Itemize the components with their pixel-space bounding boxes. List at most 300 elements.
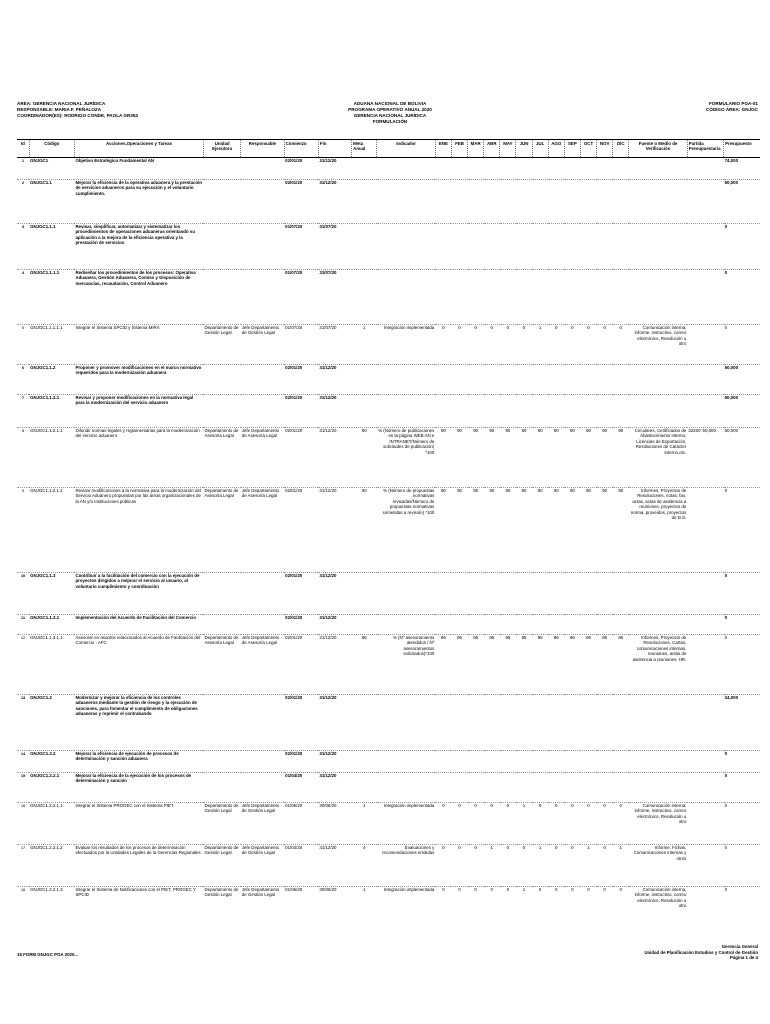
row-end-date: 31/12/20: [318, 845, 351, 887]
row-end-date: 31/12/20: [318, 395, 351, 428]
row-month-value: [580, 270, 596, 325]
row-month-value: [532, 695, 548, 751]
row-unit: [203, 270, 240, 325]
row-description: Integrar el Sistema PROGEC con el Sistema PIET: [74, 803, 203, 845]
row-month-value: [500, 695, 516, 751]
row-month-value: [435, 615, 451, 635]
row-start-date: 02/01/20: [284, 573, 318, 615]
row-start-date: 02/01/20: [284, 395, 318, 428]
area-code: CÓDIGO ÁREA: GNJGC: [705, 107, 758, 112]
row-description: Modernizar y mejorar la eficiencia de los controles aduaneros mediante la gestión de riesgo y la ejecución de sanciones, para fomentar el cumplimiento de obligaciones aduaneras y reprimir el contrabando: [74, 695, 203, 751]
row-month-value: [548, 180, 564, 224]
row-month-value: [597, 365, 613, 395]
row-unit: [203, 773, 240, 803]
row-code: GNJGC1.1.3.1.1: [29, 635, 74, 695]
row-month-value: [564, 573, 580, 615]
row-month-value: [451, 695, 467, 751]
col-header: JUN: [516, 140, 532, 158]
row-partida-amount: 50,000: [702, 428, 716, 433]
row-month-value: 90: [451, 488, 467, 573]
row-verification-source: [629, 573, 687, 615]
row-budget: 0: [724, 573, 760, 615]
footer-right: [644, 944, 758, 961]
row-budget-line: [687, 224, 723, 270]
row-month-value: 85: [435, 635, 451, 695]
row-end-date: 31/12/20: [318, 180, 351, 224]
row-month-value: 0: [500, 845, 516, 887]
row-month-value: 0: [435, 803, 451, 845]
row-month-value: [468, 395, 484, 428]
row-indicator: % (Número de propuestas normativas revisadas/Número de propuestas normativas sometidas a revisión) *100: [377, 488, 435, 573]
row-month-value: [435, 751, 451, 773]
row-id: 3: [17, 224, 29, 270]
row-month-value: [516, 158, 532, 180]
row-budget-line: [687, 180, 723, 224]
row-description: Implementación del Acuerdo de Facilitación del Comercio: [74, 615, 203, 635]
row-annual-goal: [352, 180, 377, 224]
row-verification-source: [629, 158, 687, 180]
row-code: GNJGC1.1.3.1: [29, 615, 74, 635]
row-month-value: [516, 751, 532, 773]
row-description: Proponer y promover modificaciones en el marco normativo requeridos para la modernización aduanera: [74, 365, 203, 395]
row-verification-source: [629, 615, 687, 635]
row-start-date: 01/04/20: [284, 773, 318, 803]
row-month-value: [435, 224, 451, 270]
row-month-value: 90: [484, 488, 500, 573]
row-budget-line: [687, 635, 723, 695]
row-month-value: 0: [580, 803, 596, 845]
row-month-value: [484, 180, 500, 224]
row-month-value: [468, 751, 484, 773]
row-month-value: 0: [613, 803, 629, 845]
row-month-value: [435, 180, 451, 224]
row-month-value: 0: [597, 845, 613, 887]
row-month-value: [468, 695, 484, 751]
col-header: MAY: [500, 140, 516, 158]
row-code: GNJGC1.1.2.1.1: [29, 428, 74, 488]
row-month-value: [532, 158, 548, 180]
row-month-value: 0: [468, 845, 484, 887]
row-annual-goal: 90: [352, 488, 377, 573]
row-indicator: [377, 773, 435, 803]
table-row: [17, 158, 760, 180]
row-budget: 0: [724, 751, 760, 773]
footer-unit: Unidad de Planificación Estudios y Control de Gestión: [644, 949, 758, 955]
row-month-value: [564, 270, 580, 325]
row-month-value: 0: [435, 887, 451, 935]
row-month-value: [500, 158, 516, 180]
row-end-date: 31/07/20: [318, 224, 351, 270]
row-month-value: 0: [451, 325, 467, 365]
row-month-value: 90: [500, 428, 516, 488]
row-month-value: [435, 695, 451, 751]
table-row: [17, 751, 760, 773]
row-month-value: 0: [548, 803, 564, 845]
row-month-value: 0: [468, 325, 484, 365]
row-annual-goal: 4: [352, 845, 377, 887]
row-id: 12: [17, 635, 29, 695]
row-month-value: [468, 270, 484, 325]
row-unit: [203, 158, 240, 180]
row-verification-source: [629, 180, 687, 224]
table-row: [17, 488, 760, 573]
row-month-value: [597, 615, 613, 635]
row-annual-goal: 90: [352, 428, 377, 488]
col-header: SEP: [564, 140, 580, 158]
row-month-value: 0: [548, 845, 564, 887]
row-id: 6: [17, 365, 29, 395]
row-id: 8: [17, 428, 29, 488]
row-month-value: [597, 224, 613, 270]
row-month-value: [451, 773, 467, 803]
row-month-value: [516, 224, 532, 270]
row-verification-source: [629, 695, 687, 751]
row-month-value: [484, 270, 500, 325]
row-unit: [203, 365, 240, 395]
row-month-value: 85: [580, 635, 596, 695]
row-responsible: Jefe Departamento de Gestión Legal: [241, 845, 284, 887]
row-month-value: [435, 773, 451, 803]
row-month-value: [484, 615, 500, 635]
row-budget-line: [687, 887, 723, 935]
row-id: 2: [17, 180, 29, 224]
row-unit: [203, 395, 240, 428]
row-month-value: [435, 270, 451, 325]
row-month-value: 0: [613, 325, 629, 365]
row-annual-goal: 85: [352, 635, 377, 695]
row-month-value: 0: [564, 325, 580, 365]
row-month-value: [532, 573, 548, 615]
row-month-value: 90: [468, 428, 484, 488]
row-indicator: [377, 573, 435, 615]
row-responsible: Jefe Departamento de Gestión Legal: [241, 887, 284, 935]
row-month-value: [548, 573, 564, 615]
row-indicator: [377, 395, 435, 428]
row-month-value: 85: [500, 635, 516, 695]
row-month-value: 90: [580, 428, 596, 488]
row-id: 13: [17, 695, 29, 751]
table-row: [17, 803, 760, 845]
row-budget-line: [687, 845, 723, 887]
row-annual-goal: [352, 158, 377, 180]
row-month-value: [516, 395, 532, 428]
row-end-date: 31/12/20: [318, 158, 351, 180]
col-header: ABR: [484, 140, 500, 158]
row-unit: [203, 573, 240, 615]
row-description: Difundir normas legales y reglamentarias para la modernización del servicio aduanero: [74, 428, 203, 488]
row-budget-line: [687, 695, 723, 751]
row-responsible: [241, 224, 284, 270]
col-header: Partida Presupuestaria: [687, 140, 723, 158]
row-id: 4: [17, 270, 29, 325]
row-month-value: [580, 395, 596, 428]
row-annual-goal: [352, 773, 377, 803]
row-budget-line: [687, 615, 723, 635]
row-month-value: [468, 224, 484, 270]
row-month-value: 1: [516, 803, 532, 845]
row-month-value: 90: [435, 428, 451, 488]
row-month-value: [500, 180, 516, 224]
row-description: Mejorar la eficiencia de la operativa aduanera y la prestación de servicios aduaneros para su ejecución y el voluntario cumplimiento.: [74, 180, 203, 224]
col-header: Fin: [318, 140, 351, 158]
row-id: 1: [17, 158, 29, 180]
row-month-value: [532, 751, 548, 773]
row-month-value: [500, 615, 516, 635]
row-month-value: [597, 773, 613, 803]
row-month-value: 90: [613, 428, 629, 488]
row-month-value: [451, 751, 467, 773]
row-month-value: [548, 365, 564, 395]
row-verification-source: [629, 395, 687, 428]
row-annual-goal: [352, 751, 377, 773]
row-start-date: 01/07/20: [284, 325, 318, 365]
row-month-value: [613, 270, 629, 325]
row-responsible: Jefe Departamento de Gestión Legal: [241, 325, 284, 365]
row-month-value: 0: [435, 325, 451, 365]
row-month-value: 1: [580, 845, 596, 887]
row-verification-source: [629, 224, 687, 270]
row-month-value: 0: [597, 325, 613, 365]
row-verification-source: Informes, Proyectos de Resoluciones, Cartas, comunicaciones internas, reuniones, actas de asistencia a reuniones, HR.: [629, 635, 687, 695]
row-verification-source: [629, 365, 687, 395]
row-month-value: [564, 365, 580, 395]
row-annual-goal: 1: [352, 325, 377, 365]
row-unit: [203, 615, 240, 635]
row-unit: [203, 695, 240, 751]
row-month-value: [564, 773, 580, 803]
row-month-value: [548, 695, 564, 751]
row-month-value: [484, 695, 500, 751]
row-budget-line: [687, 365, 723, 395]
row-month-value: [597, 395, 613, 428]
row-budget: 0: [724, 635, 760, 695]
row-month-value: 85: [451, 635, 467, 695]
row-month-value: 0: [484, 887, 500, 935]
row-month-value: [451, 365, 467, 395]
row-month-value: [500, 365, 516, 395]
row-indicator: [377, 224, 435, 270]
row-end-date: 31/12/20: [318, 573, 351, 615]
row-month-value: [613, 573, 629, 615]
row-month-value: [597, 751, 613, 773]
table-row: [17, 325, 760, 365]
row-month-value: 90: [500, 488, 516, 573]
row-month-value: 85: [516, 635, 532, 695]
table-row: [17, 845, 760, 887]
row-responsible: [241, 180, 284, 224]
row-month-value: 0: [468, 887, 484, 935]
row-indicator: [377, 695, 435, 751]
row-budget: 0: [724, 845, 760, 887]
row-month-value: [532, 615, 548, 635]
row-verification-source: Comunicación interna, informe, instructivo, correo electrónico, Resolución u otro: [629, 325, 687, 365]
row-start-date: 02/01/20: [284, 635, 318, 695]
table-row: [17, 615, 760, 635]
row-code: GNJGC1.2: [29, 695, 74, 751]
row-month-value: 1: [532, 845, 548, 887]
col-header: Meta Anual: [352, 140, 377, 158]
col-header: Acciones,Operaciones y Tareas: [74, 140, 203, 158]
row-month-value: [564, 615, 580, 635]
org-name: ADUANA NACIONAL DE BOLIVIA: [353, 101, 427, 106]
row-partida: 32200: [688, 428, 701, 433]
row-end-date: 31/12/20: [318, 428, 351, 488]
row-budget-line: [687, 751, 723, 773]
table-body: [17, 158, 760, 935]
row-unit: [203, 224, 240, 270]
row-start-date: 02/01/20: [284, 751, 318, 773]
row-month-value: [548, 773, 564, 803]
row-id: 11: [17, 615, 29, 635]
row-month-value: [468, 180, 484, 224]
row-month-value: [484, 365, 500, 395]
row-month-value: [580, 365, 596, 395]
row-month-value: [435, 365, 451, 395]
row-month-value: [580, 695, 596, 751]
row-end-date: 31/12/20: [318, 488, 351, 573]
row-budget-line: [687, 573, 723, 615]
row-end-date: 31/12/20: [318, 365, 351, 395]
row-month-value: [516, 180, 532, 224]
row-month-value: [451, 224, 467, 270]
row-month-value: [451, 270, 467, 325]
row-code: GNJGC1.2.2: [29, 751, 74, 773]
col-header: NOV: [597, 140, 613, 158]
row-code: GNJGC1: [29, 158, 74, 180]
row-month-value: 1: [613, 845, 629, 887]
col-header: Id: [20, 141, 25, 146]
row-verification-source: [629, 751, 687, 773]
row-start-date: 02/01/20: [284, 428, 318, 488]
row-budget: 50,000: [724, 180, 760, 224]
row-month-value: [435, 395, 451, 428]
row-month-value: [613, 395, 629, 428]
row-id: 16: [17, 803, 29, 845]
row-unit: Departamento de Gestión Legal: [203, 845, 240, 887]
row-verification-source: [629, 773, 687, 803]
col-header: Fuente o Medio de Verificación: [629, 140, 687, 158]
row-month-value: [500, 573, 516, 615]
row-month-value: 0: [484, 325, 500, 365]
table-row: [17, 573, 760, 615]
poa-table: [17, 139, 760, 935]
row-responsible: Jefe Departamento de Gestión Legal: [241, 803, 284, 845]
program-title: PROGRAMA OPERATIVO ANUAL 2020: [348, 107, 432, 112]
row-budget: 0: [724, 887, 760, 935]
row-end-date: 31/12/20: [318, 635, 351, 695]
row-month-value: 90: [468, 488, 484, 573]
row-id: 15: [17, 773, 29, 803]
row-month-value: 0: [564, 887, 580, 935]
row-month-value: 90: [597, 488, 613, 573]
row-responsible: Jefe Departamento de Asesoría Legal: [241, 488, 284, 573]
row-id: 14: [17, 751, 29, 773]
row-annual-goal: [352, 270, 377, 325]
row-verification-source: Comunicación interna, informe, instructivo, correo electrónico, Resolución u otro: [629, 887, 687, 935]
row-budget: 0: [724, 803, 760, 845]
area-line: ÁREA: GERENCIA NACIONAL JURÍDICA: [17, 101, 106, 106]
row-month-value: 90: [451, 428, 467, 488]
row-month-value: [532, 365, 548, 395]
row-unit: [203, 751, 240, 773]
row-month-value: 90: [435, 488, 451, 573]
row-budget-line: [687, 325, 723, 365]
row-indicator: [377, 365, 435, 395]
row-start-date: 02/01/20: [284, 158, 318, 180]
row-month-value: [500, 270, 516, 325]
row-responsible: [241, 158, 284, 180]
row-end-date: 30/06/20: [318, 803, 351, 845]
row-month-value: [564, 158, 580, 180]
row-month-value: [468, 365, 484, 395]
row-month-value: 0: [564, 803, 580, 845]
row-indicator: % (Número de publicaciones en la página WEB AN e INTRANET/Número de solicitudes de publicación) *100: [377, 428, 435, 488]
row-month-value: [451, 615, 467, 635]
col-header: AGO: [548, 140, 564, 158]
row-month-value: [548, 158, 564, 180]
row-month-value: [564, 224, 580, 270]
row-month-value: [613, 180, 629, 224]
row-month-value: [580, 224, 596, 270]
row-month-value: [613, 224, 629, 270]
row-month-value: [532, 395, 548, 428]
row-month-value: [580, 615, 596, 635]
row-budget: 0: [724, 615, 760, 635]
page-number: Página 1 de 4: [729, 955, 758, 960]
row-code: GNJGC1.2.2.1: [29, 773, 74, 803]
row-description: Revisar modificaciones a la normativa para la modernización del Servicio Aduanero propuestas por las áreas organizacionales de la AN y/o Instituciones públicas: [74, 488, 203, 573]
row-month-value: [516, 615, 532, 635]
row-month-value: [580, 573, 596, 615]
row-unit: Departamento de Asesoría Legal: [203, 428, 240, 488]
row-month-value: 90: [532, 428, 548, 488]
footer-left: 15 FORM GNJGC POA 2020...: [17, 952, 79, 957]
row-end-date: 31/12/20: [318, 695, 351, 751]
row-indicator: Integración implementada: [377, 325, 435, 365]
table-row: [17, 428, 760, 488]
row-month-value: 0: [500, 325, 516, 365]
row-budget-line: [687, 158, 723, 180]
row-month-value: [484, 773, 500, 803]
row-start-date: 01/06/20: [284, 887, 318, 935]
row-annual-goal: [352, 573, 377, 615]
row-code: GNJGC1.1.2.1.2: [29, 488, 74, 573]
row-month-value: 0: [484, 803, 500, 845]
coordinador-line: COORDINADOR(ES): RODRIGO CONDE, PAOLA GR353: [17, 113, 138, 118]
row-month-value: 0: [451, 803, 467, 845]
row-budget: 0: [724, 224, 760, 270]
table-row: [17, 365, 760, 395]
row-month-value: 0: [597, 887, 613, 935]
row-responsible: [241, 395, 284, 428]
row-month-value: [451, 573, 467, 615]
row-annual-goal: [352, 695, 377, 751]
row-month-value: 85: [468, 635, 484, 695]
row-month-value: [484, 395, 500, 428]
row-month-value: 85: [548, 635, 564, 695]
row-month-value: [548, 751, 564, 773]
row-end-date: 31/12/20: [318, 615, 351, 635]
row-month-value: [613, 365, 629, 395]
row-month-value: [613, 158, 629, 180]
row-annual-goal: [352, 615, 377, 635]
row-month-value: 0: [580, 325, 596, 365]
row-code: GNJGC1.1.2: [29, 365, 74, 395]
row-budget: 0: [724, 773, 760, 803]
row-description: Integrar el Sistema de Notificaciones con el PIET, PROGEC Y SPCID: [74, 887, 203, 935]
row-budget: 0: [724, 270, 760, 325]
table-row: [17, 395, 760, 428]
